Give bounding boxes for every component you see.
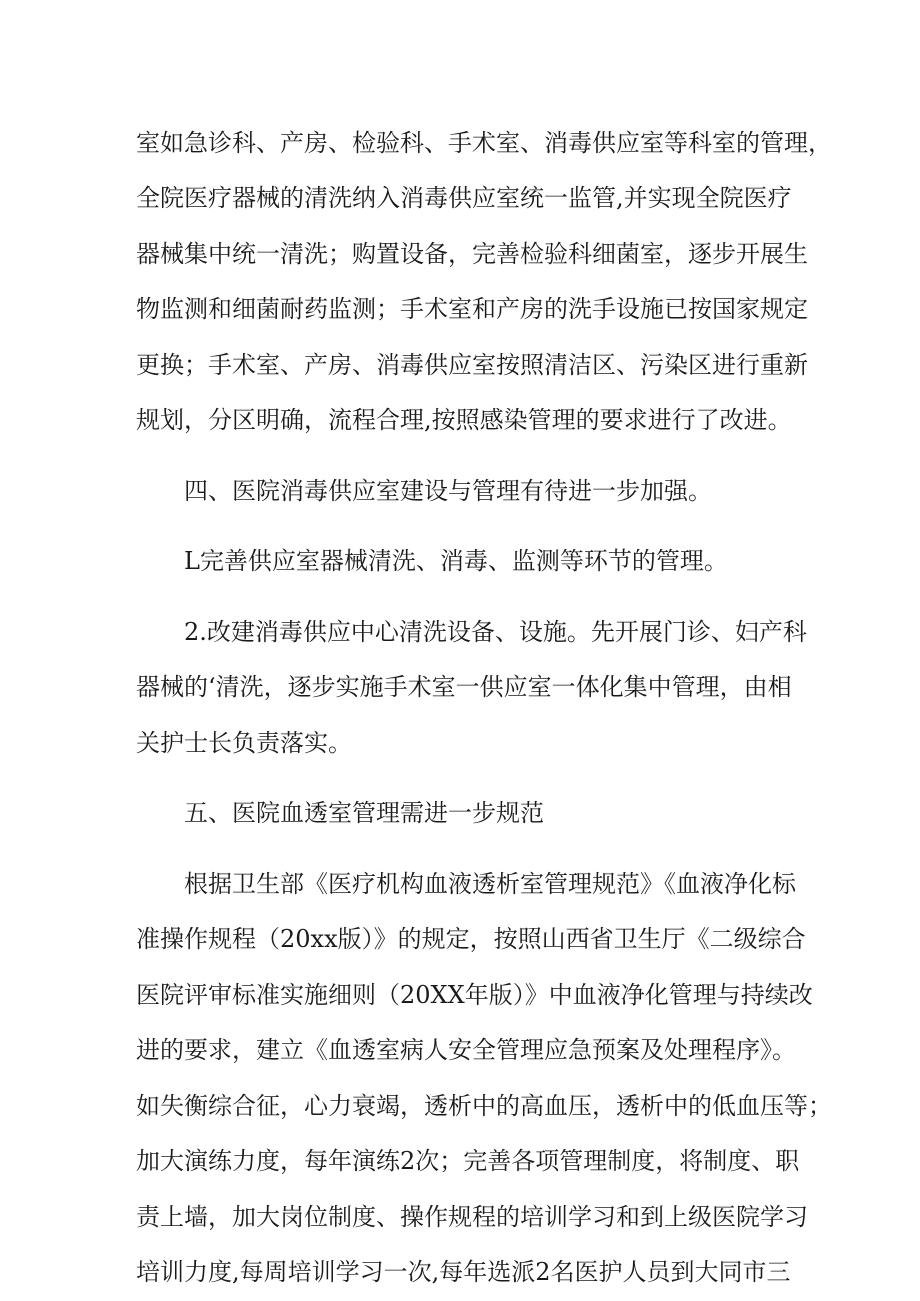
paragraph-line: 全院医疗器械的清洗纳入消毒供应室统一监管,并实现全院医疗 [136,184,792,212]
paragraph-line: 根据卫生部《医疗机构血液透析室管理规范》《血液净化标 [184,870,796,898]
paragraph-line: 物监测和细菌耐药监测；手术室和产房的洗手设施已按国家规定 [136,295,808,323]
paragraph-line: 医院评审标准实施细则（20XX年版）》中血液净化管理与持续改 [136,981,813,1009]
paragraph-line: 培训力度,每周培训学习一次,每年选派2名医护人员到大同市三 [136,1258,791,1286]
list-item-2-line: 器械的‘清洗，逐步实施手术室一供应室一体化集中管理，由相 [136,673,792,701]
paragraph-line: 进的要求，建立《血透室病人安全管理应急预案及处理程序》。 [136,1036,796,1064]
paragraph-line: 规划，分区明确，流程合理,按照感染管理的要求进行了改进。 [136,406,792,434]
paragraph-line: 加大演练力度，每年演练2次；完善各项管理制度，将制度、职 [136,1147,800,1175]
list-item-2-line: 关护士长负责落实。 [136,729,352,757]
paragraph-line: 室如急诊科、产房、检验科、手术室、消毒供应室等科室的管理， [136,129,832,157]
list-item-1: L完善供应室器械清洗、消毒、监测等环节的管理。 [184,547,728,575]
section-heading-5: 五、医院血透室管理需进一步规范 [184,799,544,827]
paragraph-line: 责上墙，加大岗位制度、操作规程的培训学习和到上级医院学习 [136,1203,808,1231]
paragraph-line: 器械集中统一清洗；购置设备，完善检验科细菌室，逐步开展生 [136,240,808,268]
paragraph-line: 更换；手术室、产房、消毒供应室按照清洁区、污染区进行重新 [136,351,808,379]
paragraph-line: 如失衡综合征，心力衰竭，透析中的高血压，透析中的低血压等； [136,1092,832,1120]
paragraph-line: 准操作规程（20xx版）》的规定，按照山西省卫生厅《二级综合 [136,925,806,953]
section-heading-4: 四、医院消毒供应室建设与管理有待进一步加强。 [184,477,712,505]
list-item-2-line: 2.改建消毒供应中心清洗设备、设施。先开展门诊、妇产科 [184,618,807,646]
